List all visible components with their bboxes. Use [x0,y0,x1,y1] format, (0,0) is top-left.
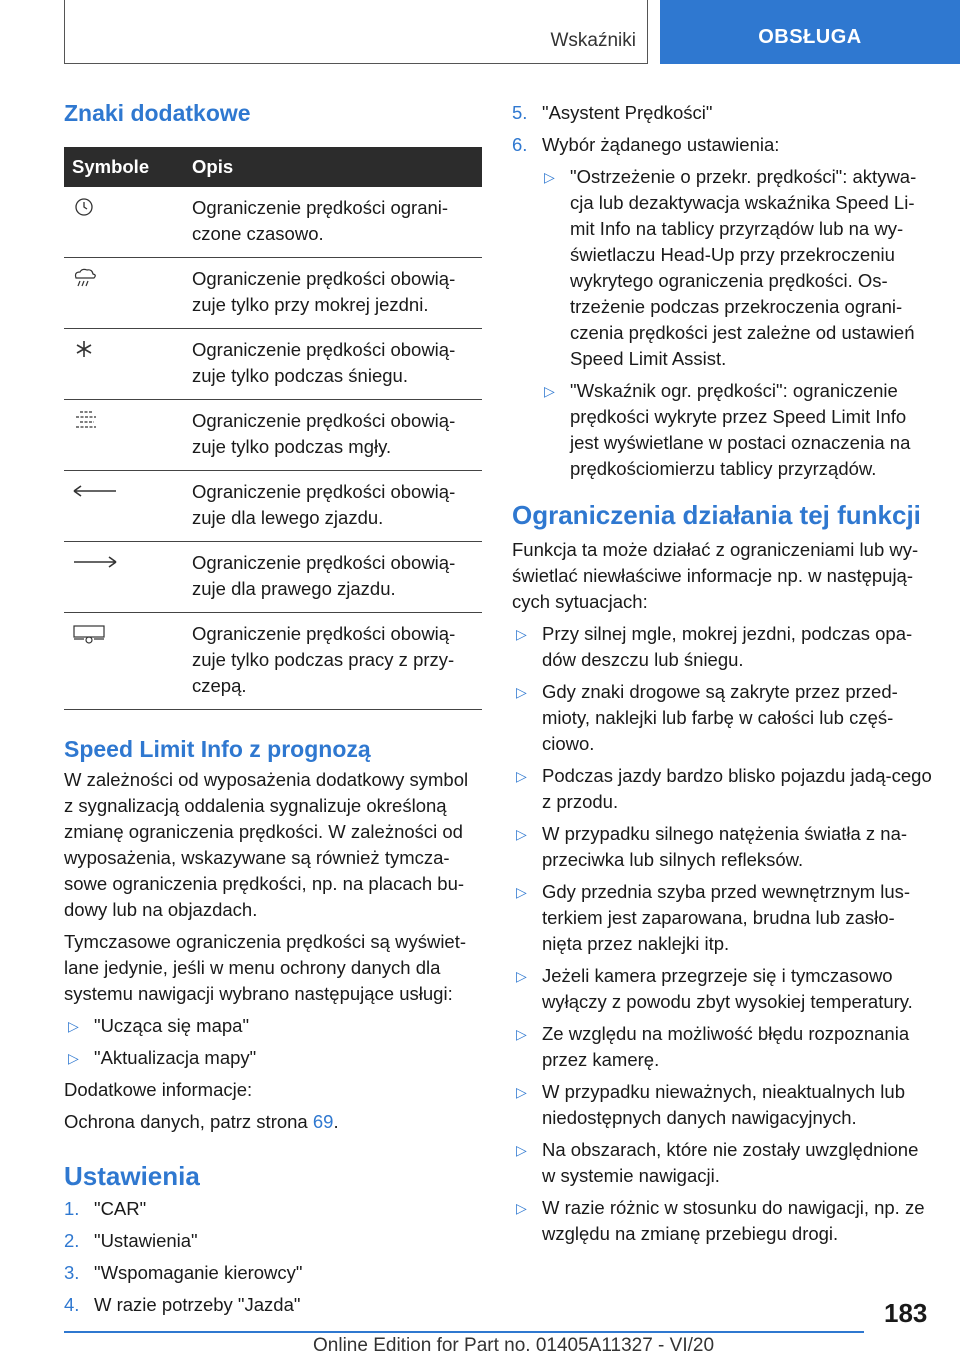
fog-icon [72,410,102,432]
list-item: ▷ "Ostrzeżenie o przekr. prędkości": aktywa-cja lub dezaktywacja wskaźnika Speed Li-mit Info na tablicy przyrządów lub na wy-świetlaczu Head-Up przy przekroczeniu wykrytego ograniczenia prędkości. Os-trzeżenie podczas przekroczenia ograni-czenia prędkości jest zależne od ustawień Speed Limit Assist. [544,166,917,369]
table-row [64,329,482,400]
list-item: ▷ W przypadku silnego natężenia światła z na-przeciwka lub silnych refleksów. [516,823,908,870]
data-protection-line: Ochrona danych, patrz strona 69. [64,1111,339,1132]
right-column [512,100,932,1253]
triangle-bullet-icon: ▷ [516,1142,527,1158]
triangle-bullet-icon: ▷ [68,1050,79,1066]
list-item: 6. Wybór żądanego ustawienia: [512,134,780,155]
table-header-row [64,147,482,187]
list-item: ▷ Podczas jazdy bardzo blisko pojazdu jadą-cego z przodu. [516,765,932,812]
list-item: ▷ Jeżeli kamera przegrzeje się i tymczasowo wyłączy z powodu zbyt wysokiej temperatury. [516,965,913,1012]
clock-icon [72,197,98,217]
list-item: 5. "Asystent Prędkości" [512,102,713,123]
settings-steps [64,1196,482,1318]
table-row [64,187,482,258]
triangle-bullet-icon: ▷ [544,169,555,185]
table-row [64,613,482,710]
table-header-symbols: Symbole [64,147,184,187]
row-description: Ograniczenie prędkości obowią-zuje tylko podczas śniegu. [184,329,482,400]
rain-icon [72,268,98,288]
list-item: ▷ Przy silnej mgle, mokrej jezdni, podczas opa-dów deszczu lub śniegu. [516,623,913,670]
triangle-bullet-icon: ▷ [516,684,527,700]
triangle-bullet-icon: ▷ [516,626,527,642]
extra-info-label: Dodatkowe informacje: [64,1079,253,1100]
table-row [64,471,482,542]
settings-steps-continued [512,100,932,158]
list-item: ▷ Gdy przednia szyba przed wewnętrznym lus-terkiem jest zaparowana, brudna lub zasło-nięta przez naklejki itp. [516,881,911,954]
triangle-bullet-icon: ▷ [516,1026,527,1042]
triangle-bullet-icon: ▷ [516,1200,527,1216]
list-item: ▷ Gdy znaki drogowe są zakryte przez przed-mioty, naklejki lub farbę w całości lub częś-ciowo. [516,681,898,754]
triangle-bullet-icon: ▷ [516,826,527,842]
row-description: Ograniczenie prędkości obowią-zuje dla lewego zjazdu. [184,471,482,542]
list-item: ▷ W razie różnic w stosunku do nawigacji, np. ze względu na zmianę przebiegu drogi. [516,1197,925,1244]
list-item: 2. "Ustawienia" [64,1230,198,1251]
page-number: 183 [884,1298,928,1328]
left-column [64,100,482,1324]
list-item: ▷ Na obszarach, które nie zostały uwzględnione w systemie nawigacji. [516,1139,919,1186]
table-row [64,542,482,613]
header-section-title: Wskaźniki [550,30,636,51]
table-row [64,258,482,329]
row-description: Ograniczenie prędkości obowią-zuje dla prawego zjazdu. [184,542,482,613]
speed-paragraph-1: W zależności od wyposażenia dodatkowy symbol z sygnalizacją oddalenia sygnalizuje określoną zmianę ograniczenia prędkości. W zależności od wyposażenia, wskazywane są również tymcza-sowe ograniczenia prędkości, np. na placach bu-dowy lub na objazdach. [64,769,469,920]
symbols-table [64,147,482,710]
services-list [64,1013,482,1071]
settings-options-list [540,164,932,482]
limitations-heading: Ograniczenia działania tej funkcji [512,500,921,530]
speed-limit-info-heading: Speed Limit Info z prognozą [64,736,371,762]
list-item: ▷ W przypadku nieważnych, nieaktualnych lub niedostępnych danych nawigacyjnych. [516,1081,905,1128]
triangle-bullet-icon: ▷ [516,1084,527,1100]
table-header-description: Opis [184,147,482,187]
trailer-icon [72,623,108,645]
list-item: ▷ "Ucząca się mapa" [64,1013,482,1039]
limitations-list [512,621,932,1247]
limitations-intro: Funkcja ta może działać z ograniczeniami lub wy-świetlać niewłaściwe informacje np. w następują-cych sytuacjach: [512,539,919,612]
triangle-bullet-icon: ▷ [544,383,555,399]
arrow-right-icon [72,552,118,572]
triangle-bullet-icon: ▷ [516,968,527,984]
row-description: Ograniczenie prędkości ograni-czone czasowo. [184,187,482,258]
row-description: Ograniczenie prędkości obowią-zuje tylko przy mokrej jezdni. [184,258,482,329]
triangle-bullet-icon: ▷ [68,1018,79,1034]
speed-paragraph-2: Tymczasowe ograniczenia prędkości są wyświet-lane jedynie, jeśli w menu ochrony danych dla systemu nawigacji wybrano następujące usługi: [64,931,467,1004]
list-item: ▷ Ze względu na możliwość błędu rozpoznania przez kamerę. [516,1023,910,1070]
footer-divider [64,1331,864,1333]
triangle-bullet-icon: ▷ [516,768,527,784]
page-link[interactable]: 69 [312,1111,334,1132]
additional-signs-heading: Znaki dodatkowe [64,100,251,126]
footer-edition: Online Edition for Part no. 01405A11327 - VI/20 [313,1335,715,1356]
list-item: 1. "CAR" [64,1198,147,1219]
list-item: ▷ "Aktualizacja mapy" [64,1045,482,1071]
list-item: 4. W razie potrzeby "Jazda" [64,1294,301,1315]
snowflake-icon [72,339,98,359]
list-item: 3. "Wspomaganie kierowcy" [64,1262,303,1283]
arrow-left-icon [72,481,118,501]
list-item: ▷ "Wskaźnik ogr. prędkości": ograniczenie prędkości wykryte przez Speed Limit Info jest wyświetlane w postaci oznaczenia na prędkościomierzu tablicy przyrządów. [544,380,911,479]
header-tab: OBSŁUGA [660,0,960,64]
table-row [64,400,482,471]
settings-heading: Ustawienia [64,1161,200,1191]
row-description: Ograniczenie prędkości obowią-zuje tylko podczas pracy z przy-czepą. [184,613,482,710]
triangle-bullet-icon: ▷ [516,884,527,900]
row-description: Ograniczenie prędkości obowią-zuje tylko podczas mgły. [184,400,482,471]
